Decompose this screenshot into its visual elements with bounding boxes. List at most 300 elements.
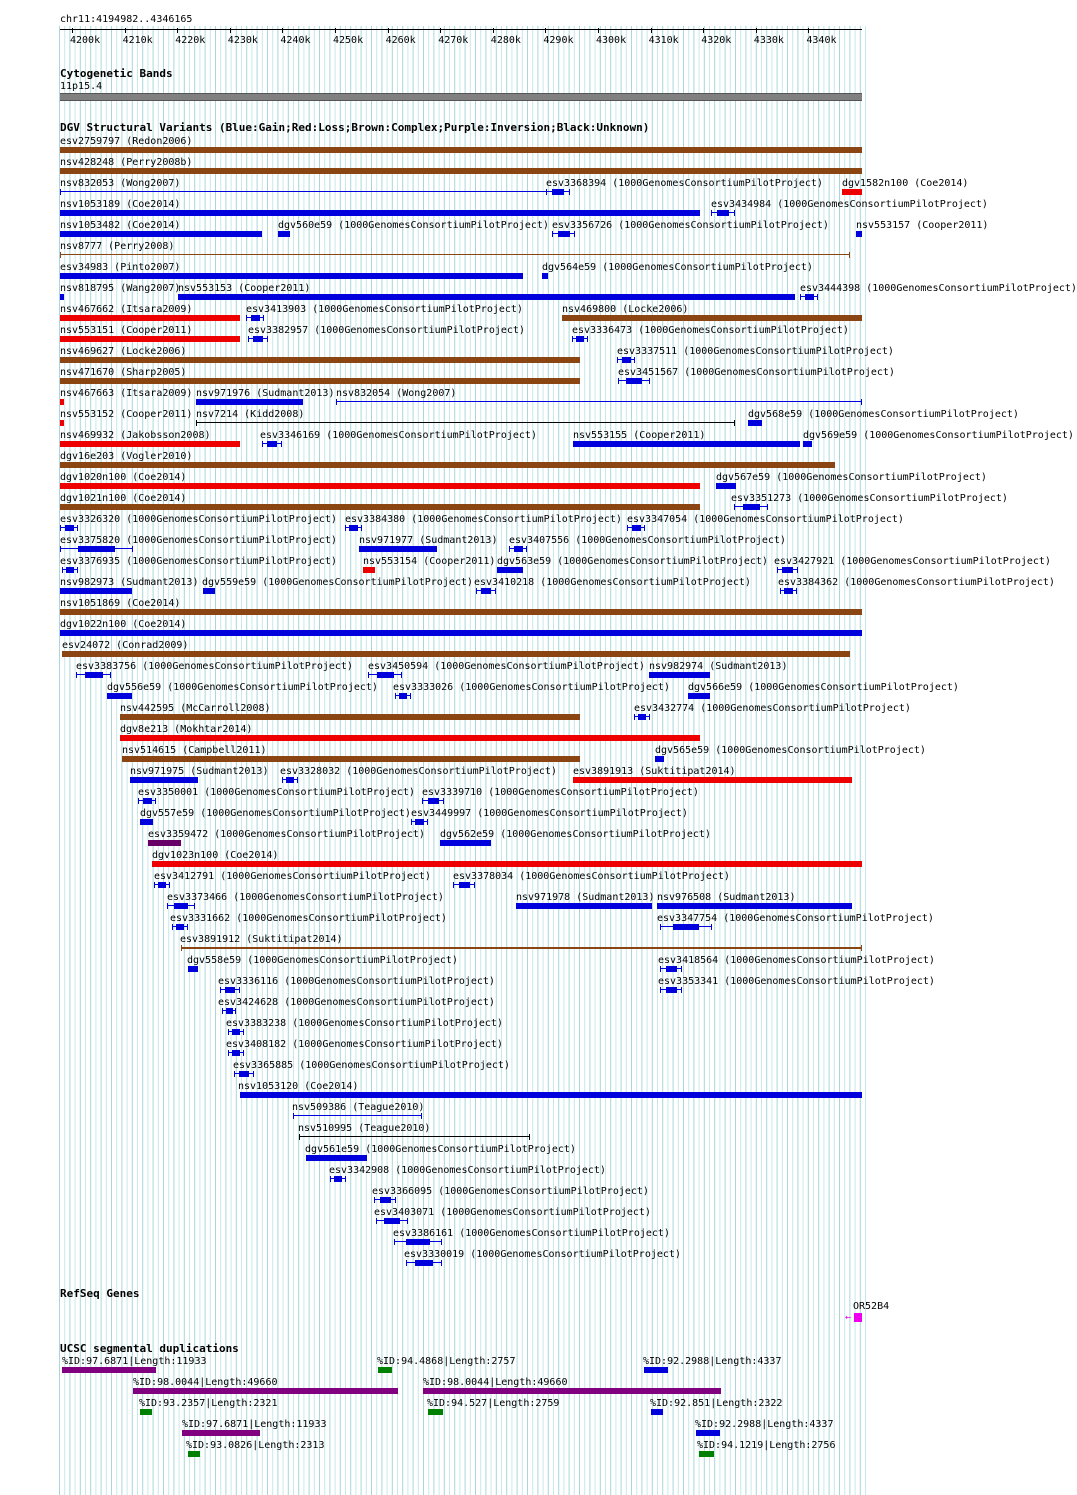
feature-block[interactable] — [253, 336, 263, 342]
feature-bar[interactable] — [649, 672, 710, 678]
feature-label: dgv562e59 (1000GenomesConsortiumPilotProject) — [440, 829, 711, 840]
feature-end-cap — [767, 504, 768, 510]
track-title-refseq: RefSeq Genes — [60, 1287, 140, 1300]
feature-line[interactable] — [60, 254, 850, 255]
feature-label: nsv469800 (Locke2006) — [562, 304, 689, 315]
feature-label: esv3384380 (1000GenomesConsortiumPilotProject) — [345, 514, 622, 525]
feature-bar[interactable] — [60, 483, 700, 489]
feature-end-cap — [526, 546, 527, 552]
feature-label: esv3368394 (1000GenomesConsortiumPilotProject) — [546, 178, 823, 189]
feature-end-cap — [293, 1113, 294, 1119]
feature-bar[interactable] — [60, 630, 862, 636]
feature-label: %ID:92.2988|Length:4337 — [695, 1419, 834, 1430]
feature-end-cap — [681, 966, 682, 972]
feature-bar[interactable] — [378, 1367, 392, 1373]
feature-block[interactable] — [784, 588, 793, 594]
feature-end-cap — [407, 1218, 408, 1224]
feature-label: dgv1020n100 (Coe2014) — [60, 472, 187, 483]
feature-label: nsv971977 (Sudmant2013) — [359, 535, 498, 546]
feature-end-cap — [495, 588, 496, 594]
feature-end-cap — [248, 336, 249, 342]
position-readout: chr11:4194982..4346165 — [60, 14, 193, 25]
ruler-tick-label: 4270k — [438, 35, 469, 46]
feature-block[interactable] — [558, 231, 570, 237]
ruler-tick — [493, 28, 494, 33]
feature-label: esv3403071 (1000GenomesConsortiumPilotProject) — [374, 1207, 651, 1218]
feature-label: nsv442595 (McCarroll2008) — [120, 703, 271, 714]
feature-label: nsv553157 (Cooper2011) — [856, 220, 989, 231]
feature-end-cap — [421, 1113, 422, 1119]
feature-label: esv3366095 (1000GenomesConsortiumPilotProject) — [372, 1186, 649, 1197]
feature-end-cap — [817, 294, 818, 300]
feature-block[interactable] — [225, 987, 235, 993]
ruler-tick — [72, 28, 73, 33]
feature-bar[interactable] — [120, 714, 580, 720]
feature-bar[interactable] — [688, 693, 710, 699]
feature-bar[interactable] — [60, 315, 240, 321]
feature-label: nsv469932 (Jakobsson2008) — [60, 430, 211, 441]
feature-bar[interactable] — [60, 273, 523, 279]
feature-label: %ID:93.0826|Length:2313 — [186, 1440, 325, 1451]
ruler-tick-label: 4320k — [701, 35, 732, 46]
feature-end-cap — [169, 882, 170, 888]
feature-label: esv3412791 (1000GenomesConsortiumPilotProject) — [154, 871, 431, 882]
feature-label: esv3434984 (1000GenomesConsortiumPilotProject) — [711, 199, 988, 210]
ruler-tick — [282, 28, 283, 33]
feature-end-cap — [77, 567, 78, 573]
feature-bar[interactable] — [716, 483, 736, 489]
feature-end-cap — [546, 189, 547, 195]
feature-block[interactable] — [158, 882, 166, 888]
feature-label: %ID:97.6871|Length:11933 — [182, 1419, 327, 1430]
feature-bar[interactable] — [644, 1367, 668, 1373]
feature-end-cap — [228, 1050, 229, 1056]
feature-block[interactable] — [267, 441, 277, 447]
feature-end-cap — [222, 1008, 223, 1014]
feature-label: nsv467662 (Itsara2009) — [60, 304, 193, 315]
feature-label: esv3432774 (1000GenomesConsortiumPilotProject) — [634, 703, 911, 714]
feature-end-cap — [299, 1134, 300, 1140]
feature-block[interactable] — [226, 1008, 233, 1014]
ruler-tick-label: 4250k — [333, 35, 364, 46]
feature-label: esv3383756 (1000GenomesConsortiumPilotProject) — [76, 661, 353, 672]
feature-block[interactable] — [514, 546, 523, 552]
feature-label: esv3331662 (1000GenomesConsortiumPilotProject) — [170, 913, 447, 924]
feature-end-cap — [649, 714, 650, 720]
feature-line[interactable] — [196, 422, 735, 423]
feature-end-cap — [234, 1071, 235, 1077]
feature-end-cap — [60, 189, 61, 195]
feature-label: nsv510995 (Teague2010) — [298, 1123, 431, 1134]
feature-end-cap — [345, 1176, 346, 1182]
feature-label: nsv832053 (Wong2007) — [60, 178, 181, 189]
feature-label: dgv1023n100 (Coe2014) — [152, 850, 279, 861]
feature-line[interactable] — [293, 1115, 422, 1116]
feature-bar[interactable] — [60, 168, 862, 174]
feature-label: esv3418564 (1000GenomesConsortiumPilotProject) — [658, 955, 935, 966]
feature-label: dgv1582n100 (Coe2014) — [842, 178, 969, 189]
ruler-tick-label: 4260k — [385, 35, 416, 46]
feature-bar[interactable] — [60, 210, 700, 216]
feature-block[interactable] — [666, 987, 677, 993]
feature-end-cap — [336, 399, 337, 405]
feature-bar[interactable] — [62, 1367, 156, 1373]
feature-end-cap — [617, 357, 618, 363]
feature-bar[interactable] — [516, 903, 652, 909]
feature-label: nsv971975 (Sudmant2013) — [130, 766, 269, 777]
feature-bar[interactable] — [188, 1451, 200, 1457]
feature-end-cap — [60, 252, 61, 258]
feature-end-cap — [627, 525, 628, 531]
feature-end-cap — [777, 567, 778, 573]
feature-label: dgv559e59 (1000GenomesConsortiumPilotProject) — [202, 577, 473, 588]
feature-bar[interactable] — [856, 231, 862, 237]
feature-block[interactable] — [174, 903, 188, 909]
feature-end-cap — [734, 504, 735, 510]
feature-block[interactable] — [406, 1239, 430, 1245]
feature-label: dgv16e203 (Vogler2010) — [60, 451, 193, 462]
feature-label: esv3347054 (1000GenomesConsortiumPilotProject) — [627, 514, 904, 525]
feature-bar[interactable] — [842, 189, 862, 195]
feature-bar[interactable] — [657, 903, 852, 909]
feature-end-cap — [267, 336, 268, 342]
feature-bar[interactable] — [196, 399, 303, 405]
feature-block[interactable] — [380, 1197, 391, 1203]
feature-bar[interactable] — [306, 1155, 367, 1161]
feature-block[interactable] — [428, 798, 439, 804]
feature-end-cap — [374, 1197, 375, 1203]
feature-label: esv3413903 (1000GenomesConsortiumPilotProject) — [246, 304, 523, 315]
feature-label: esv3407556 (1000GenomesConsortiumPilotProject) — [509, 535, 786, 546]
feature-label: dgv567e59 (1000GenomesConsortiumPilotProject) — [716, 472, 987, 483]
feature-block[interactable] — [805, 294, 814, 300]
feature-bar[interactable] — [152, 861, 862, 867]
feature-label: esv3382957 (1000GenomesConsortiumPilotProject) — [248, 325, 525, 336]
feature-label: esv2759797 (Redon2006) — [60, 136, 193, 147]
feature-bar[interactable] — [655, 756, 664, 762]
feature-bar[interactable] — [699, 1451, 714, 1457]
feature-label: dgv568e59 (1000GenomesConsortiumPilotProject) — [748, 409, 1019, 420]
feature-end-cap — [441, 1239, 442, 1245]
ruler-tick-label: 4280k — [490, 35, 521, 46]
feature-label: esv3386161 (1000GenomesConsortiumPilotProject) — [393, 1228, 670, 1239]
feature-bar[interactable] — [60, 420, 64, 426]
feature-block[interactable] — [232, 1029, 240, 1035]
feature-bar[interactable] — [140, 1409, 152, 1415]
feature-end-cap — [660, 987, 661, 993]
feature-end-cap — [552, 231, 553, 237]
ruler-tick-label: 4230k — [227, 35, 258, 46]
feature-bar[interactable] — [497, 567, 523, 573]
feature-block[interactable] — [66, 567, 74, 573]
feature-end-cap — [401, 672, 402, 678]
feature-end-cap — [618, 378, 619, 384]
feature-bar[interactable] — [60, 147, 862, 153]
feature-bar[interactable] — [440, 840, 491, 846]
ruler-tick-label: 4240k — [280, 35, 311, 46]
ruler-tick — [545, 28, 546, 33]
feature-label: esv3353341 (1000GenomesConsortiumPilotProject) — [658, 976, 935, 987]
feature-label: %ID:94.1219|Length:2756 — [697, 1440, 836, 1451]
feature-label: esv3378034 (1000GenomesConsortiumPilotProject) — [453, 871, 730, 882]
gene-label: OR52B4 — [853, 1301, 890, 1312]
feature-label: %ID:98.0044|Length:49660 — [423, 1377, 568, 1388]
track-title-cytobands: Cytogenetic Bands — [60, 67, 173, 80]
feature-end-cap — [281, 441, 282, 447]
feature-label: esv3450594 (1000GenomesConsortiumPilotProject) — [368, 661, 645, 672]
feature-bar[interactable] — [122, 756, 580, 762]
cytoband-11p15-4[interactable] — [60, 93, 862, 101]
feature-end-cap — [132, 546, 133, 552]
ruler[interactable] — [0, 0, 890, 50]
feature-bar[interactable] — [60, 609, 862, 615]
feature-line[interactable] — [336, 401, 862, 402]
feature-end-cap — [395, 693, 396, 699]
feature-label: dgv564e59 (1000GenomesConsortiumPilotProject) — [542, 262, 813, 273]
feature-block[interactable] — [65, 525, 74, 531]
feature-end-cap — [263, 315, 264, 321]
feature-bar[interactable] — [130, 777, 198, 783]
feature-block[interactable] — [415, 819, 424, 825]
feature-block[interactable] — [638, 714, 646, 720]
feature-line[interactable] — [60, 191, 570, 192]
feature-label: nsv469627 (Locke2006) — [60, 346, 187, 357]
ruler-tick-label: 4220k — [175, 35, 206, 46]
feature-bar[interactable] — [203, 588, 215, 594]
feature-end-cap — [441, 1260, 442, 1266]
feature-end-cap — [376, 1218, 377, 1224]
gene-feature[interactable] — [854, 1313, 862, 1322]
feature-bar[interactable] — [60, 336, 240, 342]
feature-label: esv3384362 (1000GenomesConsortiumPilotProject) — [778, 577, 1055, 588]
ruler-tick — [177, 28, 178, 33]
feature-label: nsv471670 (Sharp2005) — [60, 367, 187, 378]
feature-block[interactable] — [576, 336, 584, 342]
feature-block[interactable] — [349, 525, 358, 531]
feature-bar[interactable] — [182, 1430, 260, 1436]
feature-label: esv24072 (Conrad2009) — [62, 640, 189, 651]
feature-bar[interactable] — [60, 378, 580, 384]
feature-bar[interactable] — [188, 966, 198, 972]
feature-label: dgv563e59 (1000GenomesConsortiumPilotProject) — [497, 556, 768, 567]
feature-bar[interactable] — [573, 777, 852, 783]
feature-block[interactable] — [552, 189, 564, 195]
feature-bar[interactable] — [278, 231, 290, 237]
feature-end-cap — [634, 714, 635, 720]
feature-end-cap — [110, 672, 111, 678]
feature-end-cap — [797, 567, 798, 573]
track-title-dgv: DGV Structural Variants (Blue:Gain;Red:Loss;Brown:Complex;Purple:Inversion;Black:Unknown) — [60, 121, 650, 134]
feature-block[interactable] — [334, 1176, 342, 1182]
feature-bar[interactable] — [148, 840, 181, 846]
feature-block[interactable] — [666, 966, 677, 972]
feature-end-cap — [660, 924, 661, 930]
feature-block[interactable] — [143, 798, 152, 804]
feature-label: %ID:98.0044|Length:49660 — [133, 1377, 278, 1388]
feature-bar[interactable] — [696, 1430, 720, 1436]
feature-bar[interactable] — [363, 567, 375, 573]
ruler-tick — [598, 28, 599, 33]
ruler-tick-label: 4290k — [543, 35, 574, 46]
feature-label: nsv7214 (Kidd2008) — [196, 409, 305, 420]
feature-label: nsv1051869 (Coe2014) — [60, 598, 181, 609]
feature-bar[interactable] — [60, 441, 240, 447]
feature-bar[interactable] — [60, 231, 262, 237]
feature-end-cap — [76, 672, 77, 678]
feature-block[interactable] — [622, 357, 631, 363]
feature-label: esv3326320 (1000GenomesConsortiumPilotProject) — [60, 514, 337, 525]
feature-block[interactable] — [286, 777, 294, 783]
feature-label: dgv8e213 (Mokhtar2014) — [120, 724, 253, 735]
feature-bar[interactable] — [140, 819, 153, 825]
feature-block[interactable] — [743, 504, 760, 510]
feature-end-cap — [172, 924, 173, 930]
feature-end-cap — [155, 798, 156, 804]
feature-label: %ID:94.4868|Length:2757 — [377, 1356, 516, 1367]
feature-bar[interactable] — [651, 1409, 663, 1415]
feature-bar[interactable] — [60, 504, 700, 510]
feature-end-cap — [529, 1134, 530, 1140]
feature-label: nsv971976 (Sudmant2013) — [196, 388, 335, 399]
feature-label: %ID:93.2357|Length:2321 — [139, 1398, 278, 1409]
feature-bar[interactable] — [542, 273, 548, 279]
feature-end-cap — [187, 924, 188, 930]
feature-bar[interactable] — [107, 693, 132, 699]
feature-end-cap — [634, 357, 635, 363]
feature-block[interactable] — [239, 1071, 249, 1077]
feature-label: %ID:97.6871|Length:11933 — [62, 1356, 207, 1367]
feature-label: dgv557e59 (1000GenomesConsortiumPilotProject) — [140, 808, 411, 819]
feature-bar[interactable] — [423, 1388, 721, 1394]
feature-bar[interactable] — [120, 735, 700, 741]
feature-end-cap — [681, 987, 682, 993]
feature-end-cap — [569, 189, 570, 195]
feature-label: esv3342908 (1000GenomesConsortiumPilotProject) — [329, 1165, 606, 1176]
feature-bar[interactable] — [62, 651, 850, 657]
feature-end-cap — [253, 1071, 254, 1077]
feature-block[interactable] — [384, 1218, 400, 1224]
feature-label: esv3375820 (1000GenomesConsortiumPilotProject) — [60, 535, 337, 546]
feature-label: %ID:92.851|Length:2322 — [650, 1398, 783, 1409]
feature-block[interactable] — [459, 882, 470, 888]
feature-label: dgv566e59 (1000GenomesConsortiumPilotProject) — [688, 682, 959, 693]
feature-block[interactable] — [415, 1260, 433, 1266]
feature-label: esv3350001 (1000GenomesConsortiumPilotProject) — [138, 787, 415, 798]
feature-end-cap — [167, 903, 168, 909]
feature-block[interactable] — [377, 672, 394, 678]
feature-block[interactable] — [85, 672, 103, 678]
feature-end-cap — [361, 525, 362, 531]
feature-end-cap — [62, 567, 63, 573]
ruler-tick — [651, 28, 652, 33]
feature-block[interactable] — [399, 693, 407, 699]
feature-block[interactable] — [632, 525, 641, 531]
feature-label: esv3330019 (1000GenomesConsortiumPilotProject) — [404, 1249, 681, 1260]
feature-bar[interactable] — [428, 1409, 443, 1415]
feature-bar[interactable] — [748, 420, 762, 426]
feature-bar[interactable] — [573, 441, 800, 447]
feature-label: nsv832054 (Wong2007) — [336, 388, 457, 399]
feature-label: esv3451567 (1000GenomesConsortiumPilotProject) — [618, 367, 895, 378]
feature-end-cap — [587, 336, 588, 342]
feature-label: esv3424628 (1000GenomesConsortiumPilotProject) — [218, 997, 495, 1008]
feature-end-cap — [572, 336, 573, 342]
feature-block[interactable] — [176, 924, 184, 930]
feature-bar[interactable] — [60, 462, 835, 468]
feature-end-cap — [196, 420, 197, 426]
feature-label: nsv553154 (Cooper2011) — [363, 556, 496, 567]
feature-bar[interactable] — [803, 441, 812, 447]
feature-bar[interactable] — [60, 294, 64, 300]
feature-end-cap — [800, 294, 801, 300]
feature-label: esv3891913 (Suktitipat2014) — [573, 766, 736, 777]
feature-label: dgv569e59 (1000GenomesConsortiumPilotProject) — [803, 430, 1074, 441]
feature-block[interactable] — [782, 567, 793, 573]
feature-label: esv3347754 (1000GenomesConsortiumPilotProject) — [657, 913, 934, 924]
feature-end-cap — [734, 420, 735, 426]
feature-label: dgv561e59 (1000GenomesConsortiumPilotProject) — [305, 1144, 576, 1155]
feature-block[interactable] — [232, 1050, 240, 1056]
feature-label: nsv509386 (Teague2010) — [292, 1102, 425, 1113]
feature-end-cap — [330, 1176, 331, 1182]
feature-end-cap — [711, 924, 712, 930]
ruler-tick — [125, 28, 126, 33]
feature-end-cap — [194, 903, 195, 909]
feature-bar[interactable] — [133, 1388, 398, 1394]
feature-label: nsv467663 (Itsara2009) — [60, 388, 193, 399]
feature-label: nsv1053120 (Coe2014) — [238, 1081, 359, 1092]
feature-bar[interactable] — [60, 588, 132, 594]
feature-bar[interactable] — [60, 357, 580, 363]
feature-block[interactable] — [673, 924, 699, 930]
feature-label: esv3339710 (1000GenomesConsortiumPilotProject) — [422, 787, 699, 798]
feature-block[interactable] — [717, 210, 729, 216]
feature-end-cap — [60, 546, 61, 552]
feature-end-cap — [262, 441, 263, 447]
feature-bar[interactable] — [60, 399, 64, 405]
feature-label: nsv553155 (Cooper2011) — [573, 430, 706, 441]
feature-end-cap — [239, 987, 240, 993]
feature-label: nsv553153 (Cooper2011) — [178, 283, 311, 294]
feature-label: nsv971978 (Sudmant2013) — [516, 892, 655, 903]
ruler-tick-label: 4310k — [648, 35, 679, 46]
feature-end-cap — [574, 231, 575, 237]
feature-bar[interactable] — [562, 315, 862, 321]
ruler-tick-label: 4340k — [806, 35, 837, 46]
feature-block[interactable] — [78, 546, 115, 552]
feature-bar[interactable] — [178, 294, 795, 300]
feature-label: esv3444398 (1000GenomesConsortiumPilotProject) — [800, 283, 1077, 294]
cytoband-label: 11p15.4 — [60, 81, 103, 92]
feature-end-cap — [243, 1050, 244, 1056]
feature-end-cap — [849, 252, 850, 258]
feature-end-cap — [406, 1260, 407, 1266]
feature-block[interactable] — [481, 588, 491, 594]
feature-end-cap — [711, 210, 712, 216]
feature-bar[interactable] — [240, 1092, 862, 1098]
feature-label: esv3365885 (1000GenomesConsortiumPilotProject) — [233, 1060, 510, 1071]
feature-end-cap — [345, 525, 346, 531]
feature-block[interactable] — [626, 378, 642, 384]
feature-line[interactable] — [299, 1136, 530, 1137]
ruler-tick — [808, 28, 809, 33]
feature-label: dgv560e59 (1000GenomesConsortiumPilotProject) — [278, 220, 549, 231]
feature-line[interactable] — [181, 947, 862, 949]
feature-end-cap — [228, 1029, 229, 1035]
feature-end-cap — [243, 1029, 244, 1035]
feature-block[interactable] — [251, 315, 260, 321]
feature-bar[interactable] — [359, 546, 437, 552]
